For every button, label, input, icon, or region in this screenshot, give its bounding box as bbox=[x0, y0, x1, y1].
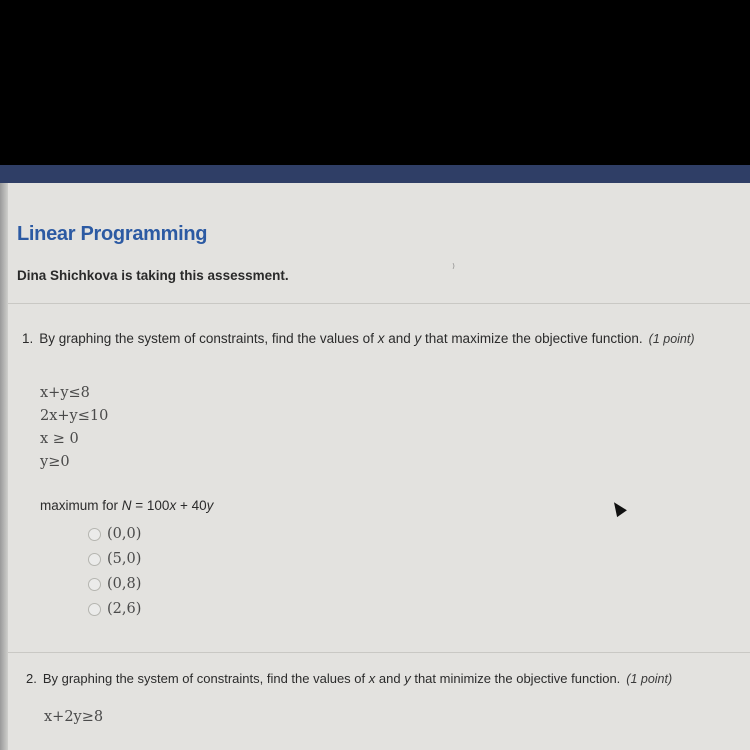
objective-equals: = 100 bbox=[131, 498, 170, 513]
answer-option-4[interactable] bbox=[88, 599, 141, 619]
constraint-1: x+y≤8 bbox=[40, 385, 90, 401]
prompt-text-end: that minimize the objective function. bbox=[414, 671, 621, 686]
option-label: (0,0) bbox=[107, 526, 142, 542]
radio-button[interactable] bbox=[88, 578, 101, 591]
constraint-1: x+2y≥8 bbox=[44, 709, 104, 725]
prompt-text: By graphing the system of constraints, find the values of bbox=[39, 331, 374, 346]
points-label: (1 point) bbox=[626, 672, 673, 686]
answer-option-1[interactable] bbox=[88, 524, 141, 544]
screen-glare-mark: ⁾ bbox=[452, 261, 455, 275]
objective-prefix: maximum for bbox=[40, 498, 119, 513]
header-divider bbox=[8, 303, 750, 304]
variable-y: y bbox=[414, 331, 422, 346]
option-label: (0,8) bbox=[107, 576, 142, 592]
top-navigation-bar bbox=[0, 165, 750, 183]
points-label: (1 point) bbox=[648, 332, 695, 346]
assessment-screen bbox=[0, 165, 750, 750]
question-number: 1. bbox=[22, 331, 34, 346]
variable-x: x bbox=[377, 331, 385, 346]
constraint-2: 2x+y≤10 bbox=[40, 408, 109, 424]
objective-variable: N bbox=[121, 498, 132, 513]
prompt-text-end: that maximize the objective function. bbox=[425, 331, 643, 346]
radio-button[interactable] bbox=[88, 553, 101, 566]
radio-button[interactable] bbox=[88, 528, 101, 541]
constraint-3: x ≥ 0 bbox=[40, 431, 79, 447]
variable-x: x bbox=[368, 671, 376, 686]
objective-mid: + 40 bbox=[176, 498, 207, 513]
prompt-and: and bbox=[388, 331, 411, 346]
radio-button[interactable] bbox=[88, 603, 101, 616]
prompt-and: and bbox=[378, 671, 401, 686]
question-divider bbox=[8, 652, 750, 653]
page-title: Linear Programming bbox=[17, 223, 208, 245]
prompt-text: By graphing the system of constraints, find the values of bbox=[42, 671, 366, 686]
option-label: (5,0) bbox=[107, 551, 142, 567]
question-2-prompt bbox=[26, 671, 672, 686]
variable-y: y bbox=[404, 671, 411, 686]
answer-option-3[interactable] bbox=[88, 574, 141, 594]
option-label: (2,6) bbox=[107, 601, 142, 617]
objective-x: x bbox=[169, 498, 177, 513]
objective-y: y bbox=[206, 498, 214, 513]
assessment-taker-notice: Dina Shichkova is taking this assessment. bbox=[17, 268, 289, 283]
objective-function bbox=[40, 498, 213, 513]
question-1-prompt bbox=[22, 331, 695, 346]
constraint-4: y≥0 bbox=[40, 454, 70, 470]
mouse-pointer-icon bbox=[609, 499, 627, 517]
answer-option-2[interactable] bbox=[88, 549, 141, 569]
question-number: 2. bbox=[26, 671, 37, 686]
window-edge bbox=[0, 183, 8, 750]
